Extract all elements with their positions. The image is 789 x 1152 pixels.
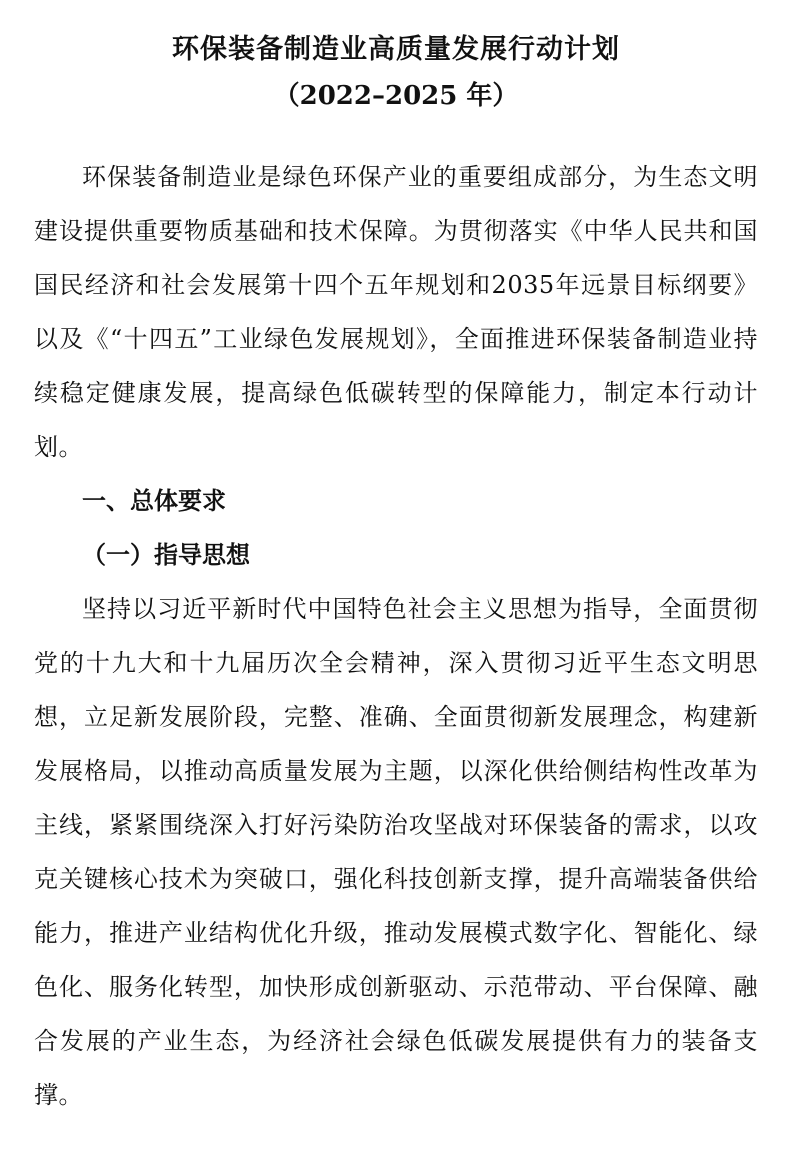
document-subtitle: （2022–2025 年） xyxy=(273,81,519,111)
subsection-heading-guiding-ideology: （一）指导思想 xyxy=(82,540,250,569)
intro-paragraph: 环保装备制造业是绿色环保产业的重要组成部分，为生态文明建设提供重要物质基础和技术保障。为贯彻落实《中华人民共和国国民经济和社会发展第十四个五年规划和2035年远景目标纲要》以及《“十四五”工业绿色发展规划》，全面推进环保装备制造业持续稳定健康发展，提高绿色低碳转型的保障能力，制定本行动计划。 xyxy=(34,163,758,461)
section-heading-general-requirements: 一、总体要求 xyxy=(82,487,226,515)
document-title: 环保装备制造业高质量发展行动计划 xyxy=(172,34,620,65)
document-page xyxy=(34,30,758,1122)
guiding-ideology-paragraph: 坚持以习近平新时代中国特色社会主义思想为指导，全面贯彻党的十九大和十九届历次全会精神，深入贯彻习近平生态文明思想，立足新发展阶段，完整、准确、全面贯彻新发展理念，构建新发展格局，以推动高质量发展为主题，以深化供给侧结构性改革为主线，紧紧围绕深入打好污染防治攻坚战对环保装备的需求，以攻克关键核心技术为突破口，强化科技创新支撑，提升高端装备供给能力，推进产业结构优化升级，推动发展模式数字化、智能化、绿色化、服务化转型，加快形成创新驱动、示范带动、平台保障、融合发展的产业生态，为经济社会绿色低碳发展提供有力的装备支撑。 xyxy=(34,595,758,1109)
